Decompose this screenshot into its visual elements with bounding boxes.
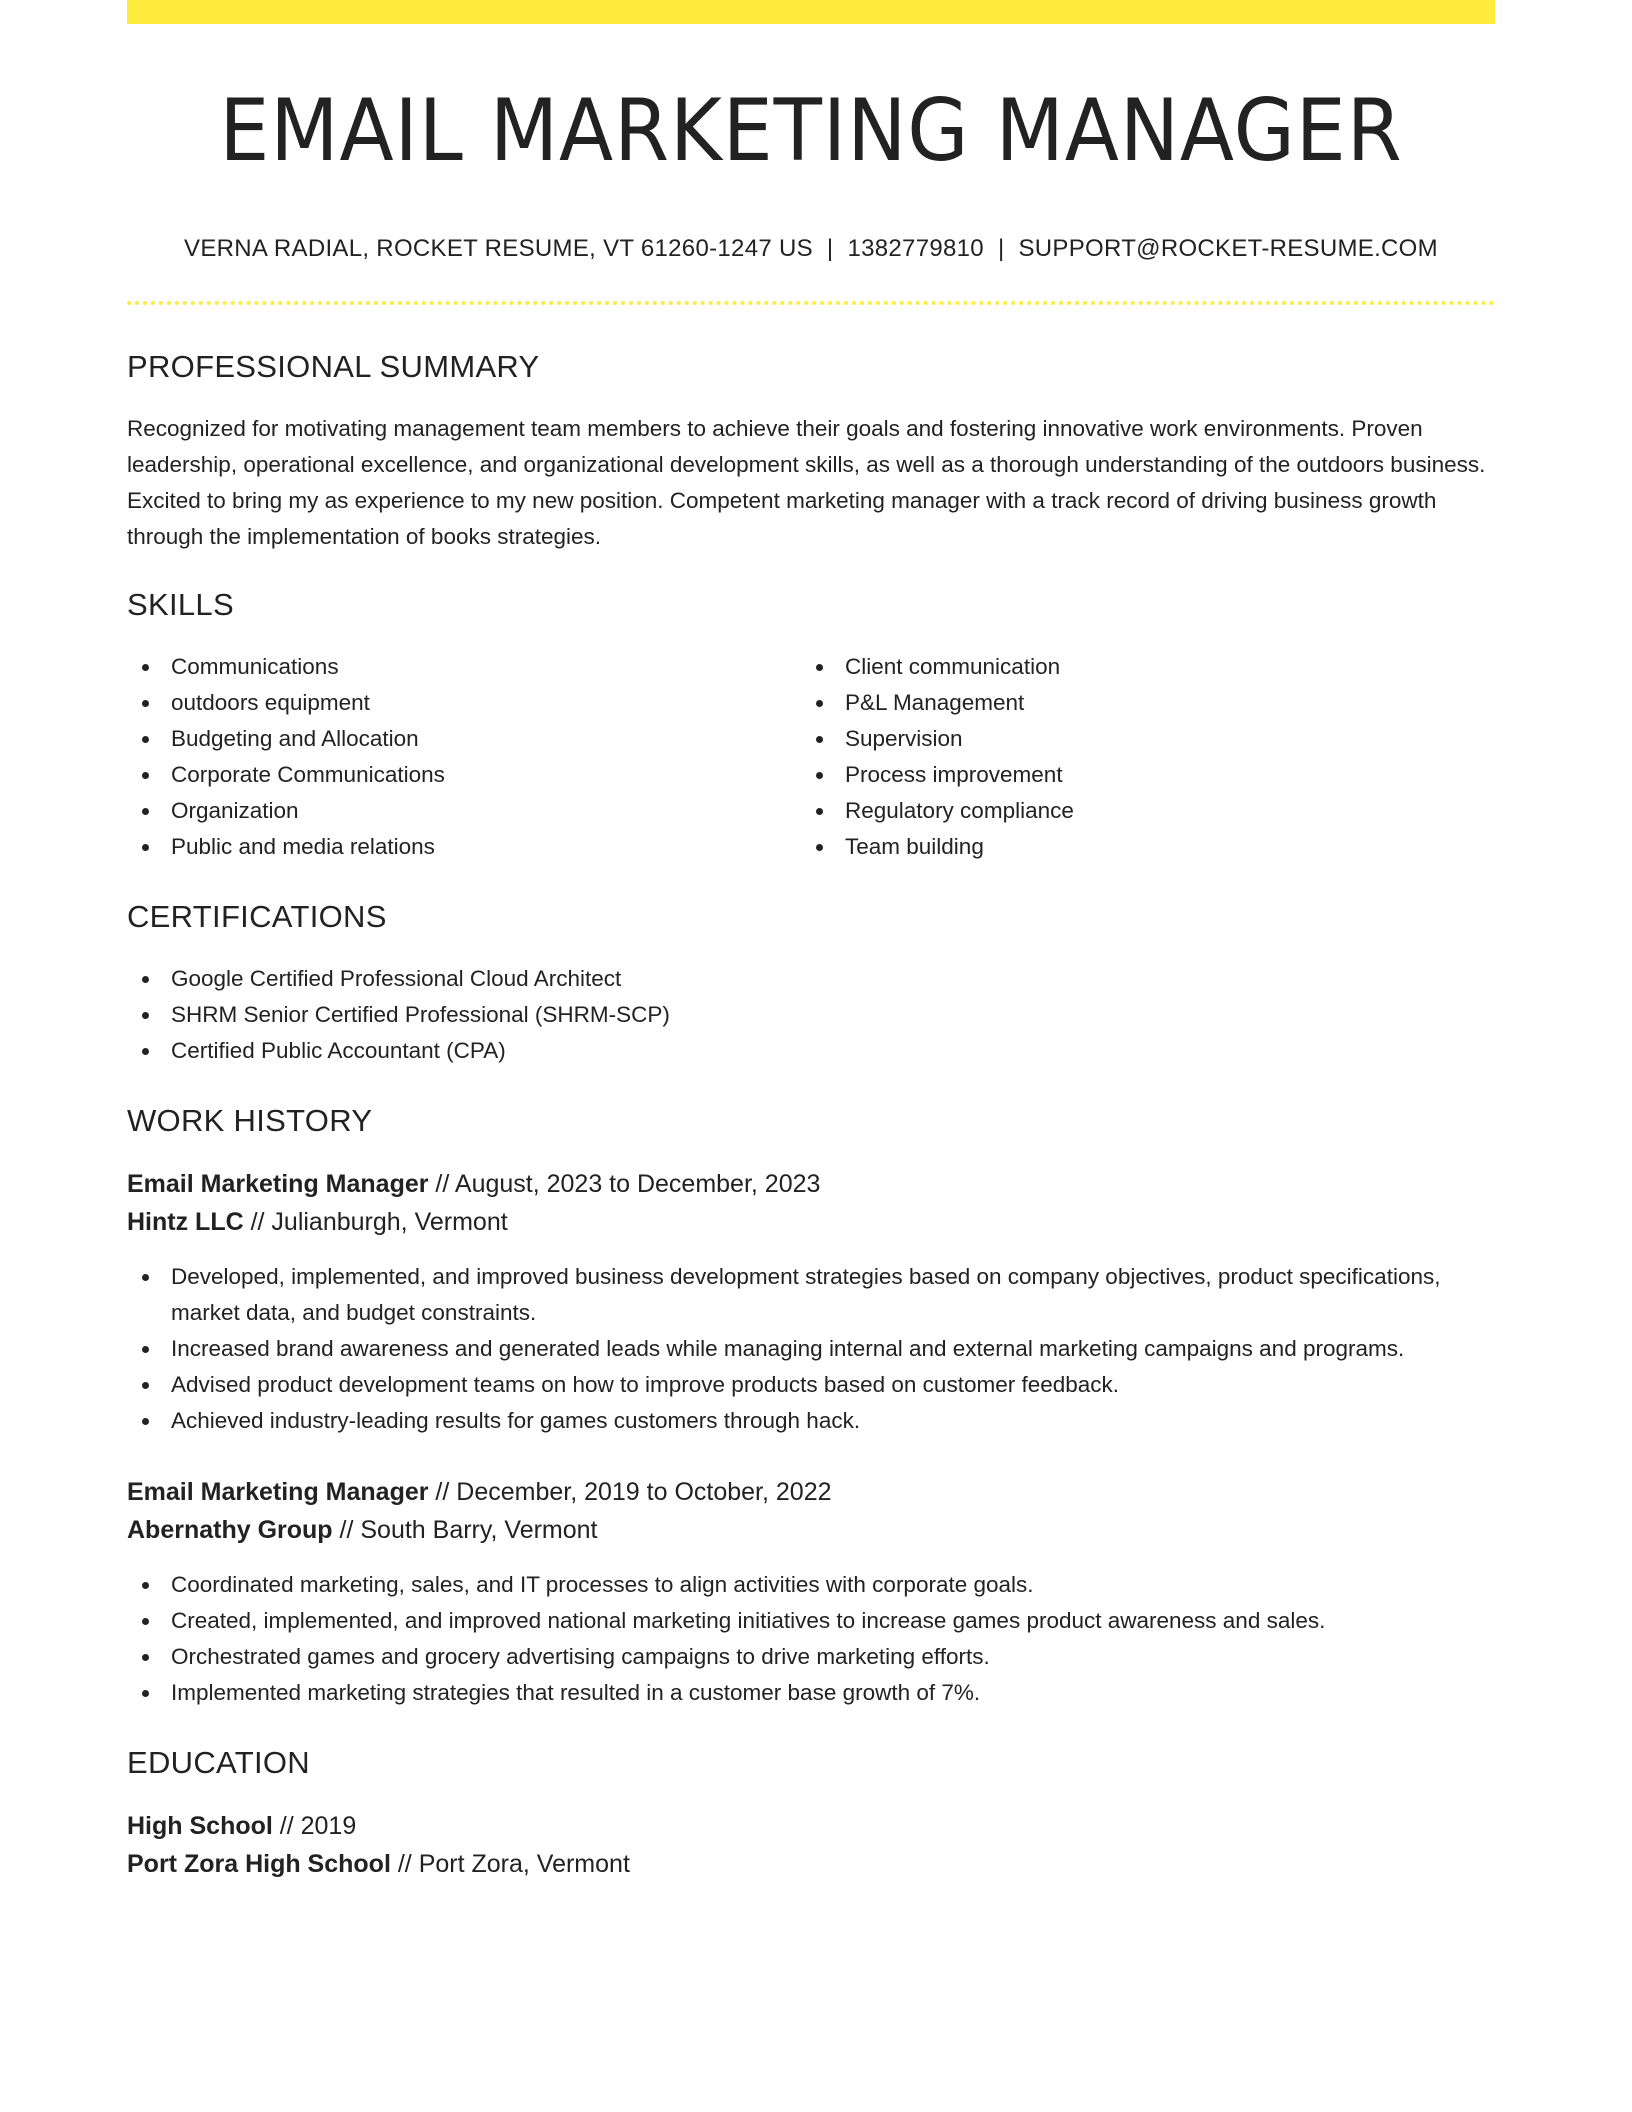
skill-item: Client communication bbox=[801, 649, 1475, 685]
skill-item: Supervision bbox=[801, 721, 1475, 757]
education-heading: EDUCATION bbox=[127, 1744, 310, 1780]
job-location: // Julianburgh, Vermont bbox=[243, 1207, 508, 1236]
job-bullet: Increased brand awareness and generated leads while managing internal and external marketing campaigns and programs. bbox=[127, 1331, 1495, 1367]
job-bullet: Achieved industry-leading results for games customers through hack. bbox=[127, 1403, 1495, 1439]
education-year: // 2019 bbox=[272, 1811, 357, 1840]
job-dates: // December, 2019 to October, 2022 bbox=[428, 1477, 832, 1506]
skill-item: Process improvement bbox=[801, 757, 1475, 793]
contact-line bbox=[127, 235, 1495, 263]
certifications-heading: CERTIFICATIONS bbox=[127, 898, 387, 934]
work-history-heading: WORK HISTORY bbox=[127, 1102, 373, 1138]
education-location: // Port Zora, Vermont bbox=[390, 1849, 630, 1878]
certification-item: Certified Public Accountant (CPA) bbox=[127, 1033, 1495, 1069]
education-entry bbox=[127, 1807, 1495, 1883]
job-bullets bbox=[127, 1567, 1495, 1711]
job-bullet: Orchestrated games and grocery advertising campaigns to drive marketing efforts. bbox=[127, 1639, 1495, 1675]
job-location: // South Barry, Vermont bbox=[332, 1515, 598, 1544]
job-bullet: Developed, implemented, and improved business development strategies based on company objectives, product specifications, market data, and budget constraints. bbox=[127, 1259, 1495, 1331]
education-school: Port Zora High School bbox=[127, 1849, 391, 1878]
contact-email: SUPPORT@ROCKET-RESUME.COM bbox=[1018, 234, 1438, 262]
skill-item: outdoors equipment bbox=[127, 685, 801, 721]
contact-separator: | bbox=[826, 234, 834, 262]
job-role-line bbox=[127, 1165, 1495, 1203]
dotted-divider bbox=[127, 301, 1495, 305]
skill-item: Organization bbox=[127, 793, 801, 829]
education-school-line bbox=[127, 1845, 1495, 1883]
skill-item: Corporate Communications bbox=[127, 757, 801, 793]
contact-phone: 1382779810 bbox=[847, 234, 984, 262]
resume-title: EMAIL MARKETING MANAGER bbox=[219, 81, 1403, 181]
skill-item: Regulatory compliance bbox=[801, 793, 1475, 829]
education-degree-line bbox=[127, 1807, 1495, 1845]
summary-heading: PROFESSIONAL SUMMARY bbox=[127, 348, 540, 384]
job-company: Abernathy Group bbox=[127, 1515, 333, 1544]
summary-text: Recognized for motivating management team members to achieve their goals and fostering innovative work environments. Proven leadership, operational excellence, and organizational development skills, as well as a thorough understanding of the outdoors business. Excited to bring my as experience to my new position. Competent marketing manager with a track record of driving business growth through the implementation of books strategies. bbox=[127, 415, 1486, 549]
skill-item: P&L Management bbox=[801, 685, 1475, 721]
job-dates: // August, 2023 to December, 2023 bbox=[428, 1169, 821, 1198]
skills-right-list bbox=[801, 649, 1475, 865]
skill-item: Budgeting and Allocation bbox=[127, 721, 801, 757]
job-entry bbox=[127, 1473, 1495, 1711]
skills-heading: SKILLS bbox=[127, 586, 234, 622]
skill-item: Communications bbox=[127, 649, 801, 685]
accent-top-bar bbox=[127, 0, 1495, 24]
job-company: Hintz LLC bbox=[127, 1207, 244, 1236]
education-degree: High School bbox=[127, 1811, 273, 1840]
job-role-line bbox=[127, 1473, 1495, 1511]
skills-left-list bbox=[127, 649, 801, 865]
contact-address: VERNA RADIAL, ROCKET RESUME, VT 61260-1247 US bbox=[184, 234, 813, 262]
skill-item: Team building bbox=[801, 829, 1475, 865]
contact-separator: | bbox=[997, 234, 1005, 262]
job-company-line bbox=[127, 1203, 1495, 1241]
job-role: Email Marketing Manager bbox=[127, 1477, 429, 1506]
job-bullet: Coordinated marketing, sales, and IT processes to align activities with corporate goals. bbox=[127, 1567, 1495, 1603]
job-bullet: Created, implemented, and improved national marketing initiatives to increase games product awareness and sales. bbox=[127, 1603, 1495, 1639]
job-role: Email Marketing Manager bbox=[127, 1169, 429, 1198]
skill-item: Public and media relations bbox=[127, 829, 801, 865]
job-bullet: Implemented marketing strategies that resulted in a customer base growth of 7%. bbox=[127, 1675, 1495, 1711]
certifications-list bbox=[127, 961, 1495, 1069]
job-bullet: Advised product development teams on how to improve products based on customer feedback. bbox=[127, 1367, 1495, 1403]
certification-item: Google Certified Professional Cloud Architect bbox=[127, 961, 1495, 997]
skills-columns bbox=[127, 649, 1495, 865]
certification-item: SHRM Senior Certified Professional (SHRM-SCP) bbox=[127, 997, 1495, 1033]
resume-page bbox=[127, 0, 1495, 1883]
job-company-line bbox=[127, 1511, 1495, 1549]
job-entry bbox=[127, 1165, 1495, 1439]
job-bullets bbox=[127, 1259, 1495, 1439]
